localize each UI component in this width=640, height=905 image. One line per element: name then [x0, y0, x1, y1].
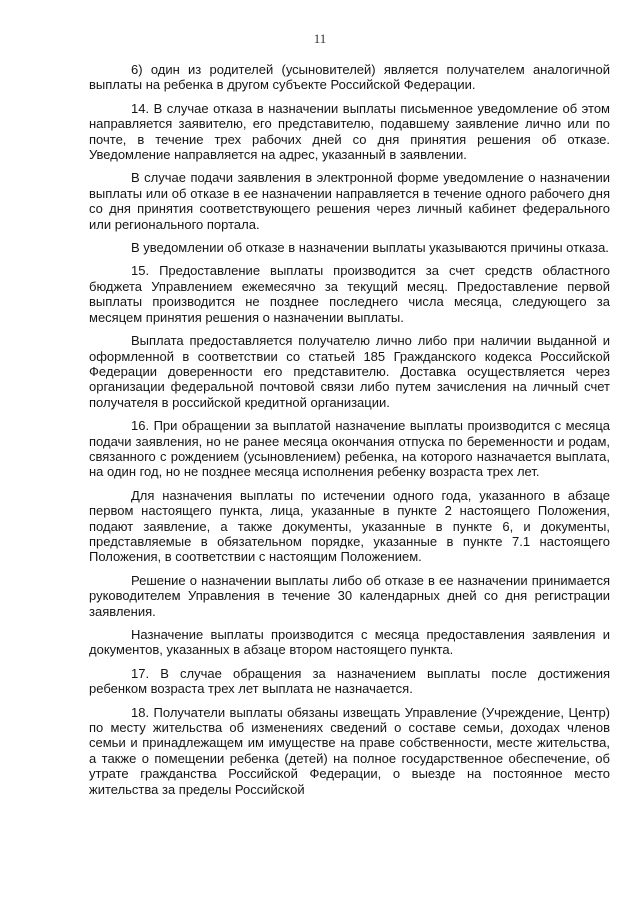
paragraph-renewal-documents: Для назначения выплаты по истечении одного года, указанного в абзаце первом настоящего пункта, лица, указанные в пункте 2 настоящего Положения, подают заявление, а также документы, указанные в пункте 6, и документы, представляемые в обязательном порядке, указанные в пункте 7.1 настоящего Положения, в соответствии с настоящим Положением. — [89, 487, 610, 565]
paragraph-refusal-reasons: В уведомлении об отказе в назначении выплаты указываются причины отказа. — [131, 240, 609, 256]
page-number: 11 — [313, 31, 327, 46]
paragraph-15-payment-funding: 15. Предоставление выплаты производится за счет средств областного бюджета Управлением ежемесячно за текущий месяц. Предоставление первой выплаты производится не позднее последнего числа месяца, следующего за месяцем принятия решения о назначении выплаты. — [89, 263, 610, 325]
paragraph-electronic-notice: В случае подачи заявления в электронной форме уведомление о назначении выплаты или об отказе в ее назначении направляется в течение одного рабочего дня со дня принятия соответствующего решения через личный кабинет федерального или регионального портала. — [89, 170, 610, 232]
paragraph-18-recipient-obligations: 18. Получатели выплаты обязаны извещать Управление (Учреждение, Центр) по месту жительства об изменениях сведений о составе семьи, доходах членов семьи и принадлежащем им имуществе на праве собственности, месте жительства, а также о помещении ребенка (детей) на полное государственное обеспечение, об утрате гражданства Российской Федерации, о выезде на постоянное место жительства за пределы Российской — [89, 704, 610, 797]
paragraph-payment-delivery: Выплата предоставляется получателю лично либо при наличии выданной и оформленной в соответствии со статьей 185 Гражданского кодекса Российской Федерации доверенности его представителю. Доставка осуществляется через организации федеральной почтовой связи либо путем зачисления на личный счет получателя в российской кредитной организации. — [89, 333, 610, 410]
paragraph-renewal-start: Назначение выплаты производится с месяца предоставления заявления и документов, указанных в абзаце втором настоящего пункта. — [89, 627, 610, 658]
paragraph-14-refusal-notice: 14. В случае отказа в назначении выплаты письменное уведомление об этом направляется заявителю, его представителю, подавшему заявление лично или по почте, в течение трех рабочих дней со дня принятия решения об отказе. Уведомление направляется на адрес, указанный в заявлении. — [89, 100, 610, 163]
paragraph-decision-term: Решение о назначении выплаты либо об отказе в ее назначении принимается руководителем Управления в течение 30 календарных дней со дня регистрации заявления. — [89, 572, 610, 619]
paragraph-17-age-limit: 17. В случае обращения за назначением выплаты после достижения ребенком возраста трех лет выплата не назначается. — [89, 665, 610, 697]
paragraph-16-payment-start: 16. При обращении за выплатой назначение выплаты производится с месяца подачи заявления, но не ранее месяца окончания отпуска по беременности и родам, связанного с рождением (усыновлением) ребенка, на которого назначается выплата, на один год, но не позднее месяца исполнения ребенку возраста трех лет. — [89, 418, 610, 480]
paragraph-item-6: 6) один из родителей (усыновителей) является получателем аналогичной выплаты на ребенка в другом субъекте Российской Федерации. — [89, 62, 610, 93]
document-body — [89, 62, 610, 805]
